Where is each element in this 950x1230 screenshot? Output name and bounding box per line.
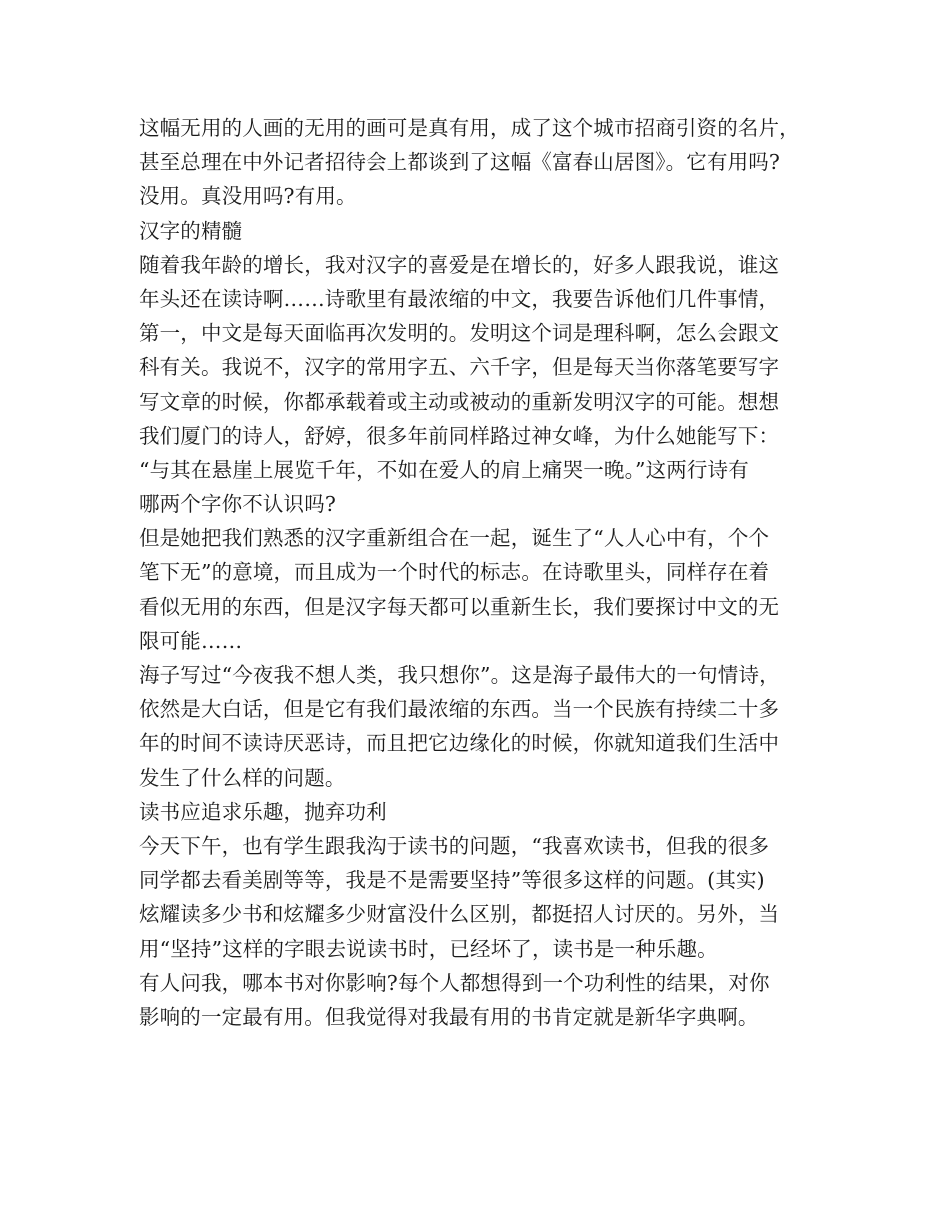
text-line: 但是她把我们熟悉的汉字重新组合在一起，诞生了“人人心中有，个个 [139,526,770,551]
section-heading: 读书应追求乐趣，抛弃功利 [139,799,387,824]
text-line: 限可能…… [139,628,243,653]
text-line: 年头还在读诗啊……诗歌里有最浓缩的中文，我要告诉他们几件事情， [139,286,780,311]
text-line: 用“坚持”这样的字眼去说读书时，已经坏了，读书是一种乐趣。 [139,936,718,961]
text-line: 写文章的时候，你都承载着或主动或被动的重新发明汉字的可能。想想 [139,389,780,414]
text-line: 有人问我，哪本书对你影响?每个人都想得到一个功利性的结果，对你 [139,970,770,995]
text-line: 今天下午，也有学生跟我沟于读书的问题，“我喜欢读书，但我的很多 [139,833,770,858]
text-line: 第一，中文是每天面临再次发明的。发明这个词是理科啊，怎么会跟文 [139,321,780,346]
text-line: 科有关。我说不，汉字的常用字五、六千字，但是每天当你落笔要写字 [139,355,780,380]
text-line: 我们厦门的诗人，舒婷，很多年前同样路过神女峰，为什么她能写下： [139,423,780,448]
text-line: 海子写过“今夜我不想人类，我只想你”。这是海子最伟大的一句情诗， [139,663,780,687]
text-line: 这幅无用的人画的无用的画可是真有用，成了这个城市招商引资的名片， [139,116,800,140]
text-line: 甚至总理在中外记者招待会上都谈到了这幅《富春山居图》。它有用吗? [139,150,781,175]
text-line: 哪两个字你不认识吗? [139,492,336,517]
text-line: 看似无用的东西，但是汉字每天都可以重新生长，我们要探讨中文的无 [139,594,780,619]
text-line: 影响的一定最有用。但我觉得对我最有用的书肯定就是新华字典啊。 [139,1004,759,1029]
section-heading: 汉字的精髓 [139,218,243,243]
text-line: 笔下无”的意境，而且成为一个时代的标志。在诗歌里头，同样存在着 [139,560,770,585]
text-line: 随着我年龄的增长，我对汉字的喜爱是在增长的，好多人跟我说，谁这 [139,252,780,277]
text-line: 依然是大白话，但是它有我们最浓缩的东西。当一个民族有持续二十多 [139,697,780,722]
text-line: 发生了什么样的问题。 [139,765,346,790]
text-line: “与其在悬崖上展览千年，不如在爱人的肩上痛哭一晚。”这两行诗有 [139,457,749,482]
text-line: 年的时间不读诗厌恶诗，而且把它边缘化的时候，你就知道我们生活中 [139,731,780,756]
text-line: 同学都去看美剧等等，我是不是需要坚持”等很多这样的问题。(其实) [139,868,765,893]
document-body [139,111,825,1034]
text-line: 没用。真没用吗?有用。 [139,184,357,209]
text-line: 炫耀读多少书和炫耀多少财富没什么区别，都挺招人讨厌的。另外，当 [139,902,780,927]
